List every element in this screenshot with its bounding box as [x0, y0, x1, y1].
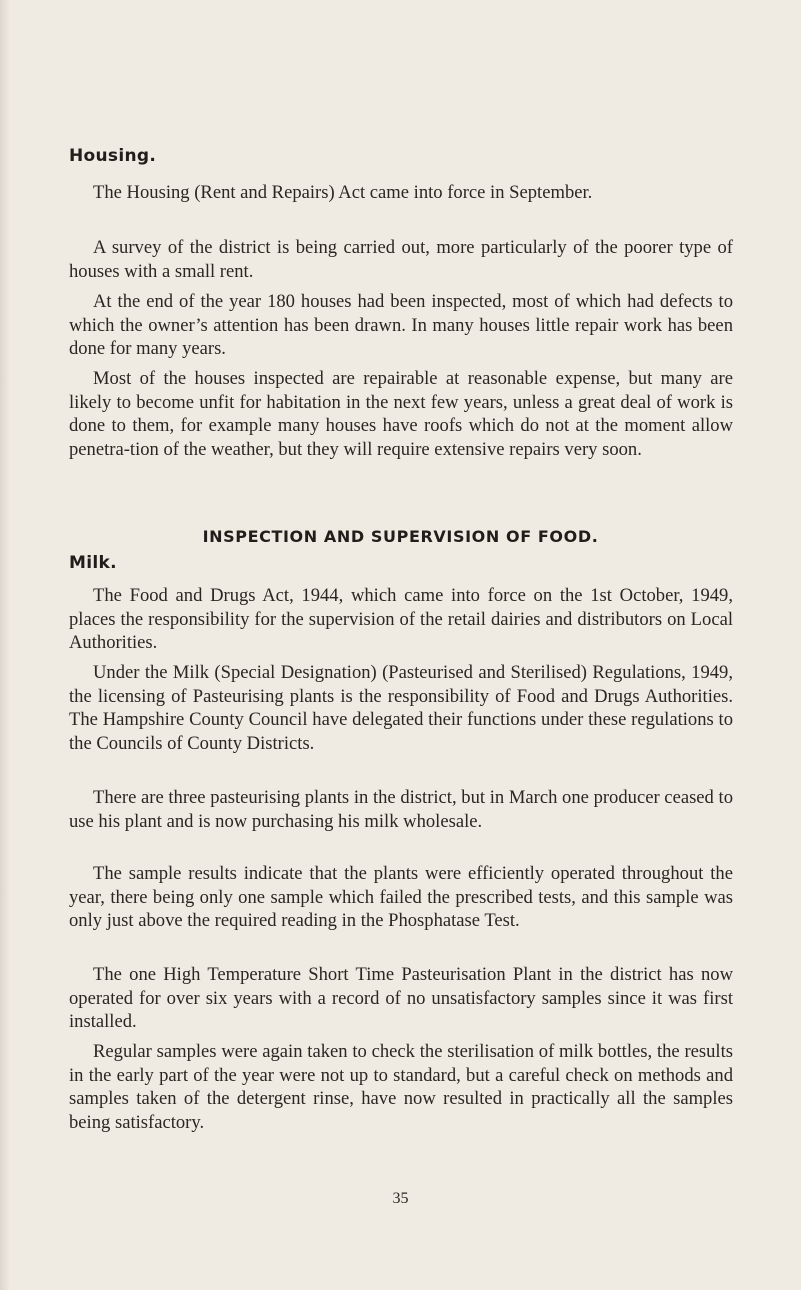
housing-paragraph-1: The Housing (Rent and Repairs) Act came into force in September.: [93, 182, 593, 203]
milk-paragraph-3: There are three pasteurising plants in the district, but in March one producer ceased to use his plant and is now purchasing his milk wholesale.: [69, 787, 733, 832]
housing-heading: Housing.: [69, 146, 157, 166]
milk-heading: Milk.: [69, 553, 117, 573]
milk-paragraph-1: The Food and Drugs Act, 1944, which came into force on the 1st October, 1949, places the responsibility for the supervision of the retail dairies and distributors on Local Authorities.: [69, 585, 733, 653]
housing-paragraph-3: At the end of the year 180 houses had been inspected, most of which had defects to which the owner’s attention has been drawn. In many houses little repair work has been done for many years.: [69, 291, 733, 359]
milk-paragraph-4: The sample results indicate that the plants were efficiently operated throughout the year, there being only one sample which failed the prescribed tests, and this sample was only just above the required reading in the Phosphatase Test.: [69, 863, 733, 931]
food-section-heading: INSPECTION AND SUPERVISION OF FOOD.: [202, 527, 599, 546]
housing-paragraph-4: Most of the houses inspected are repairable at reasonable expense, but many are likely to become unfit for habitation in the next few years, unless a great deal of work is done to them, for example many houses have roofs which do not at the moment allow penetra-tion of the weather, but they will require extensive repairs very soon.: [69, 368, 733, 460]
milk-paragraph-6: Regular samples were again taken to check the sterilisation of milk bottles, the results in the early part of the year were not up to standard, but a careful check on methods and samples taken of the detergent rinse, have now resulted in practically all the samples being satisfactory.: [69, 1041, 733, 1133]
housing-paragraph-2: A survey of the district is being carried out, more particularly of the poorer type of houses with a small rent.: [69, 237, 733, 282]
page-edge-shadow: [0, 0, 10, 1290]
milk-paragraph-2: Under the Milk (Special Designation) (Pasteurised and Sterilised) Regulations, 1949, the licensing of Pasteurising plants is the responsibility of Food and Drugs Authorities. The Hampshire County Council have delegated their functions under these regulations to the Councils of County Districts.: [69, 662, 733, 754]
page-number: 35: [392, 1190, 409, 1207]
milk-paragraph-5: The one High Temperature Short Time Pasteurisation Plant in the district has now operated for over six years with a record of no unsatisfactory samples since it was first installed.: [69, 964, 733, 1032]
